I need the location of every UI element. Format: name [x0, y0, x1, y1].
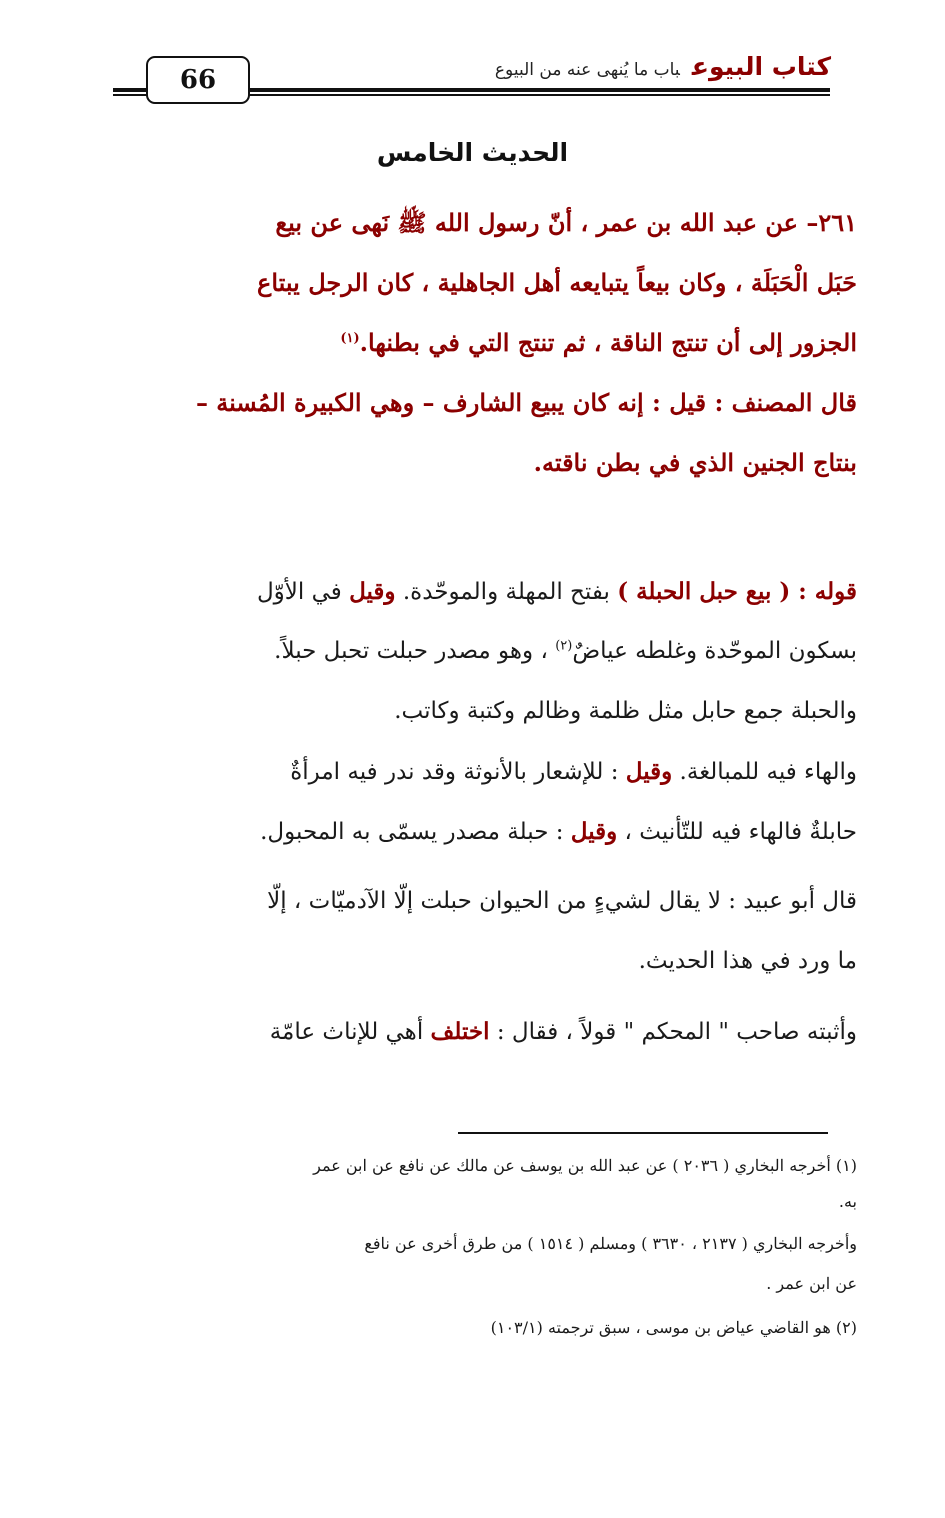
commentary-keyword: اختلف: [430, 1018, 490, 1045]
commentary-text: بفتح المهلة والموحّدة.: [395, 579, 618, 605]
commentary-text: : للإشعار بالأنوثة وقد ندر فيه امرأةٌ: [290, 759, 626, 785]
commentary-line-7: ما ورد في هذا الحديث.: [638, 948, 857, 974]
footnote-ref-1: (١): [340, 331, 360, 346]
footnote-1-line-1: (١) أخرجه البخاري ( ٢٠٣٦ ) عن عبد الله بن يوسف عن مالك عن نافع عن ابن عمر: [313, 1156, 857, 1175]
commentary-line-5: [260, 818, 857, 845]
hadith-line-3: [340, 328, 857, 357]
chapter-title: باب ما يُنهى عنه من البيوع: [494, 60, 680, 80]
commentary-line-3: والحبلة جمع حابل مثل ظلمة وظالم وكتبة وكاتب.: [394, 698, 857, 724]
running-header: [495, 52, 831, 81]
commentary-line-6: قال أبو عبيد : لا يقال لشيءٍ من الحيوان حبلت إلّا الآدميّات ، إلّا: [267, 888, 857, 914]
footnote-2: (٢) هو القاضي عياض بن موسى ، سبق ترجمته (١٠٣/١): [490, 1318, 857, 1337]
commentary-text: : حبلة مصدر يسمّى به المحبول.: [260, 819, 571, 845]
commentary-text: بسكون الموحّدة وغلطه عياضٌ: [572, 638, 857, 664]
footnote-1-line-2: به.: [838, 1192, 857, 1211]
commentary-text: وأثبته صاحب " المحكم " قولاً ، فقال :: [489, 1019, 857, 1045]
footnote-1-line-4: عن ابن عمر .: [766, 1274, 857, 1293]
page-number: 66: [146, 56, 250, 104]
book-title: كتاب البيوع: [691, 52, 831, 81]
commentary-keyword: وقيل: [625, 758, 673, 785]
commentary-text: حابلةٌ فالهاء فيه للتّأنيث ،: [617, 819, 857, 845]
section-title: الحديث الخامس: [376, 138, 569, 167]
hadith-line-3-text: الجزور إلى أن تنتج الناقة ، ثم تنتج التي في بطنها.: [359, 328, 857, 357]
footnote-1-line-3: وأخرجه البخاري ( ٢١٣٧ ، ٣٦٣٠ ) ومسلم ( ١٥١٤ ) من طرق أخرى عن نافع: [364, 1234, 857, 1253]
hadith-line-1: ٢٦١– عن عبد الله بن عمر ، أنّ رسول الله ﷺ نَهى عن بيع: [275, 208, 857, 237]
commentary-quote: قوله : ( بيع حبل الحبلة ): [617, 578, 857, 605]
commentary-text: ، وهو مصدر حبلت تحبل حبلاً.: [274, 638, 556, 664]
footnote-rule: [458, 1132, 828, 1134]
hadith-line-2: حَبَل الْحَبَلَة ، وكان بيعاً يتبايعه أهل الجاهلية ، كان الرجل يبتاع: [257, 268, 857, 297]
commentary-keyword: وقيل: [570, 818, 618, 845]
commentary-line-1: [257, 578, 857, 605]
musannif-line-1: قال المصنف : قيل : إنه كان يبيع الشارف – وهي الكبيرة المُسنة –: [195, 388, 857, 417]
footnote-ref-2: (٢): [555, 638, 573, 654]
commentary-line-8: [270, 1018, 857, 1045]
commentary-text: أهي للإناث عامّة: [269, 1019, 431, 1045]
commentary-line-4: [290, 758, 857, 785]
commentary-text: والهاء فيه للمبالغة.: [672, 759, 857, 785]
musannif-line-2: بنتاج الجنين الذي في بطن ناقته.: [533, 448, 857, 477]
commentary-keyword: وقيل: [349, 578, 396, 605]
commentary-line-2: [274, 638, 857, 664]
commentary-text: في الأوّل: [256, 579, 350, 605]
